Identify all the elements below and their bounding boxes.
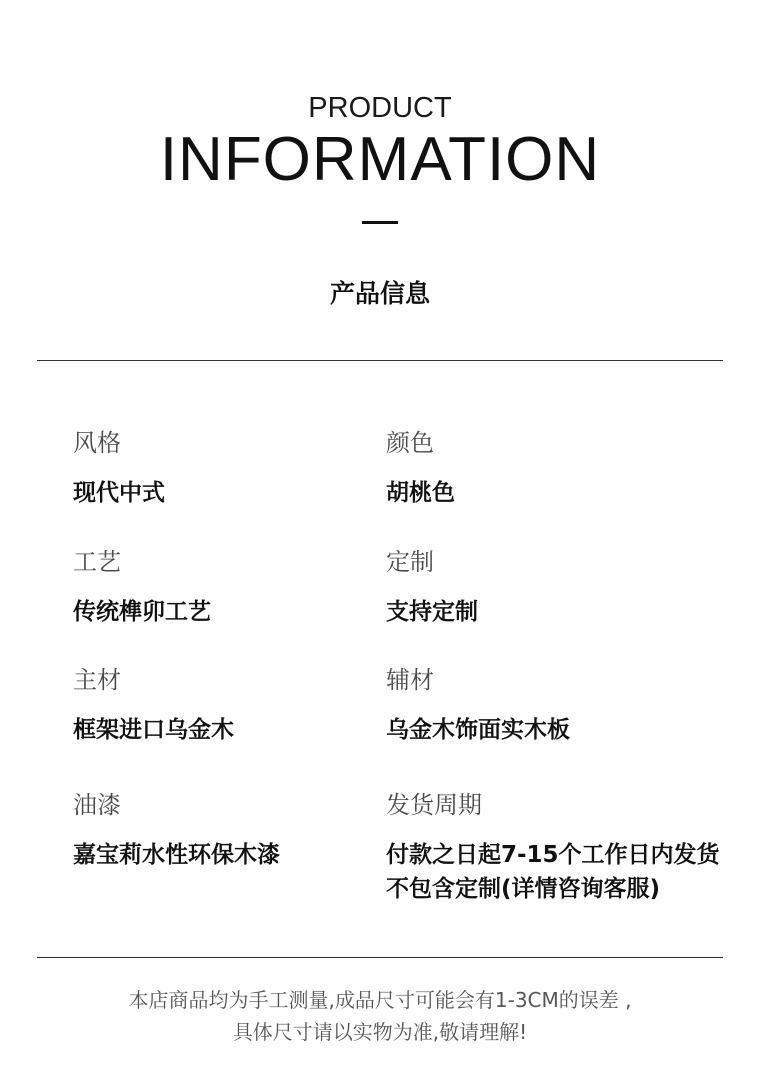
spec-value-line: 付款之日起7-15个工作日内发货 — [386, 842, 720, 868]
spec-label: 工艺 — [73, 548, 121, 576]
spec-label: 发货周期 — [386, 791, 482, 819]
section-title: 产品信息 — [329, 279, 430, 308]
bottom-divider — [37, 957, 723, 958]
spec-color — [386, 428, 455, 510]
spec-value: 现代中式 — [73, 480, 165, 506]
spec-value — [386, 838, 720, 906]
spec-value: 框架进口乌金木 — [73, 717, 234, 743]
spec-value: 胡桃色 — [386, 480, 455, 506]
spec-value: 嘉宝莉水性环保木漆 — [73, 842, 280, 868]
spec-main-material — [73, 665, 234, 747]
footnote-line: 具体尺寸请以实物为准,敬请理解! — [232, 1020, 528, 1044]
spec-shipping-period — [386, 790, 720, 906]
spec-craft — [73, 547, 211, 629]
spec-auxiliary-material — [386, 665, 570, 747]
spec-label: 油漆 — [73, 791, 121, 819]
heading-product: PRODUCT — [308, 92, 452, 124]
spec-value: 支持定制 — [386, 599, 478, 625]
spec-label: 定制 — [386, 548, 434, 576]
spec-label: 风格 — [73, 429, 121, 457]
spec-label: 颜色 — [386, 429, 434, 457]
top-divider — [37, 360, 723, 361]
spec-paint — [73, 790, 280, 872]
spec-label: 主材 — [73, 666, 121, 694]
spec-style — [73, 428, 165, 510]
heading-information: INFORMATION — [159, 125, 601, 194]
spec-customization — [386, 547, 478, 629]
spec-label: 辅材 — [386, 666, 434, 694]
spec-value: 乌金木饰面实木板 — [386, 717, 570, 743]
spec-value: 传统榫卯工艺 — [73, 599, 211, 625]
spec-value-line: 不包含定制(详情咨询客服) — [386, 876, 661, 902]
footnote-line: 本店商品均为手工测量,成品尺寸可能会有1-3CM的误差 , — [128, 988, 632, 1012]
heading-divider-dash — [362, 221, 398, 224]
